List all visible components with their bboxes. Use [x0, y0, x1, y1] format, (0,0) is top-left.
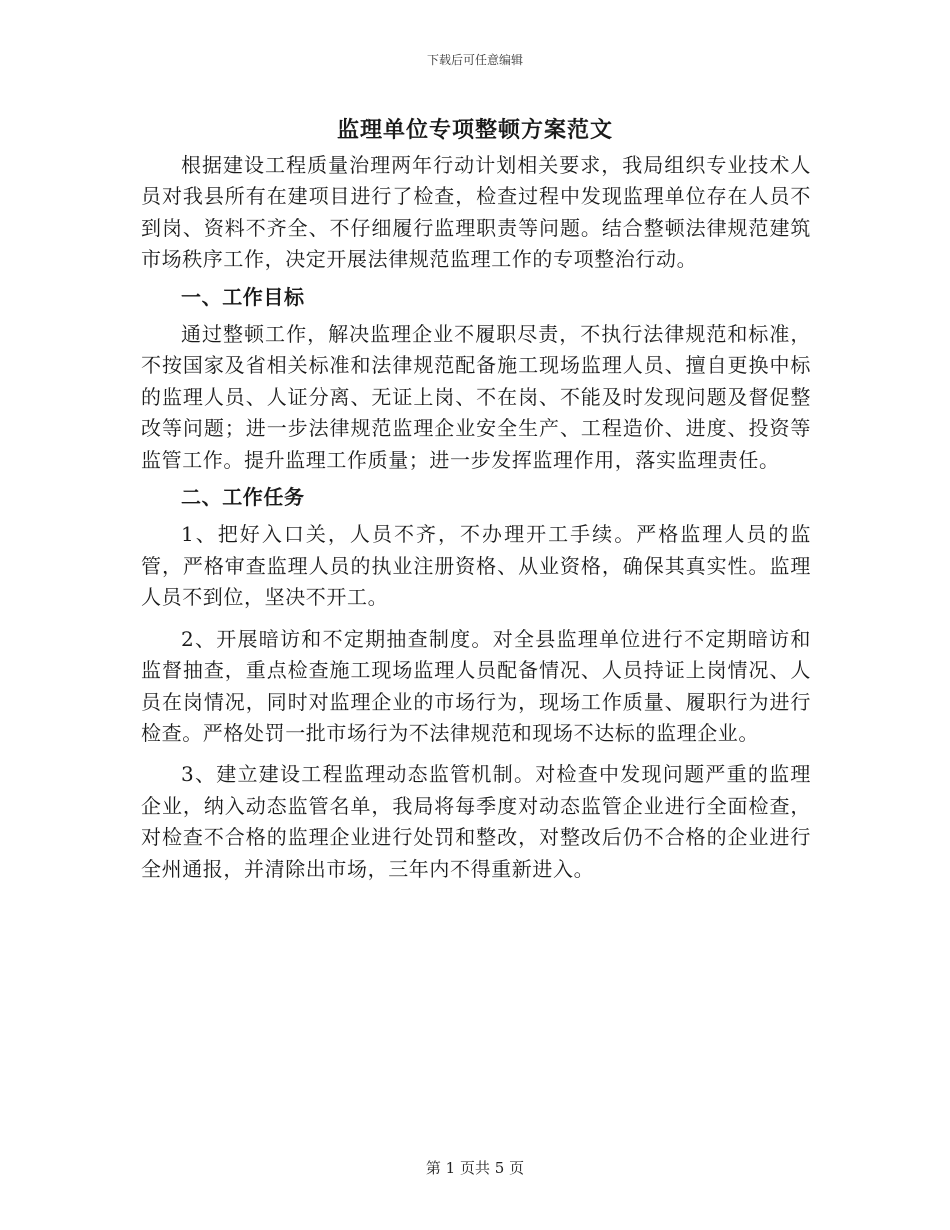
- page-number: 第 1 页共 5 页: [425, 1159, 525, 1177]
- task-paragraph-3: 3、建立建设工程监理动态监管机制。对检查中发现问题严重的监理企业，纳入动态监管名单，我局将每季度对动态监管企业进行全面检查，对检查不合格的监理企业进行处罚和整改，对整改后仍不合格的企业进行全州通报，并清除出市场，三年内不得重新进入。: [141, 762, 811, 881]
- task-paragraph-2: 2、开展暗访和不定期抽查制度。对全县监理单位进行不定期暗访和监督抽查，重点检查施工现场监理人员配备情况、人员持证上岗情况、人员在岗情况，同时对监理企业的市场行为，现场工作质量、履职行为进行检查。严格处罚一批市场行为不法律规范和现场不达标的监理企业。: [141, 626, 811, 745]
- intro-paragraph: 根据建设工程质量治理两年行动计划相关要求，我局组织专业技术人员对我县所有在建项目进行了检查，检查过程中发现监理单位存在人员不到岗、资料不齐全、不仔细履行监理职责等问题。结合整顿法律规范建筑市场秩序工作，决定开展法律规范监理工作的专项整治行动。: [141, 153, 811, 272]
- document-body: [141, 150, 811, 885]
- goals-paragraph: 通过整顿工作，解决监理企业不履职尽责，不执行法律规范和标准，不按国家及省相关标准和法律规范配备施工现场监理人员、擅自更换中标的监理人员、人证分离、无证上岗、不在岗、不能及时发现问题及督促整改等问题；进一步法律规范监理企业安全生产、工程造价、进度、投资等监管工作。提升监理工作质量；进一步发挥监理作用，落实监理责任。: [141, 322, 811, 472]
- section-heading-goals: 一、工作目标: [181, 284, 305, 309]
- section-heading-tasks: 二、工作任务: [181, 485, 305, 510]
- document-title: 监理单位专项整顿方案范文: [336, 117, 613, 143]
- page-header-note: 下载后可任意编辑: [426, 53, 523, 67]
- task-paragraph-1: 1、把好入口关，人员不齐，不办理开工手续。严格监理人员的监管，严格审查监理人员的执业注册资格、从业资格，确保其真实性。监理人员不到位，坚决不开工。: [141, 522, 811, 610]
